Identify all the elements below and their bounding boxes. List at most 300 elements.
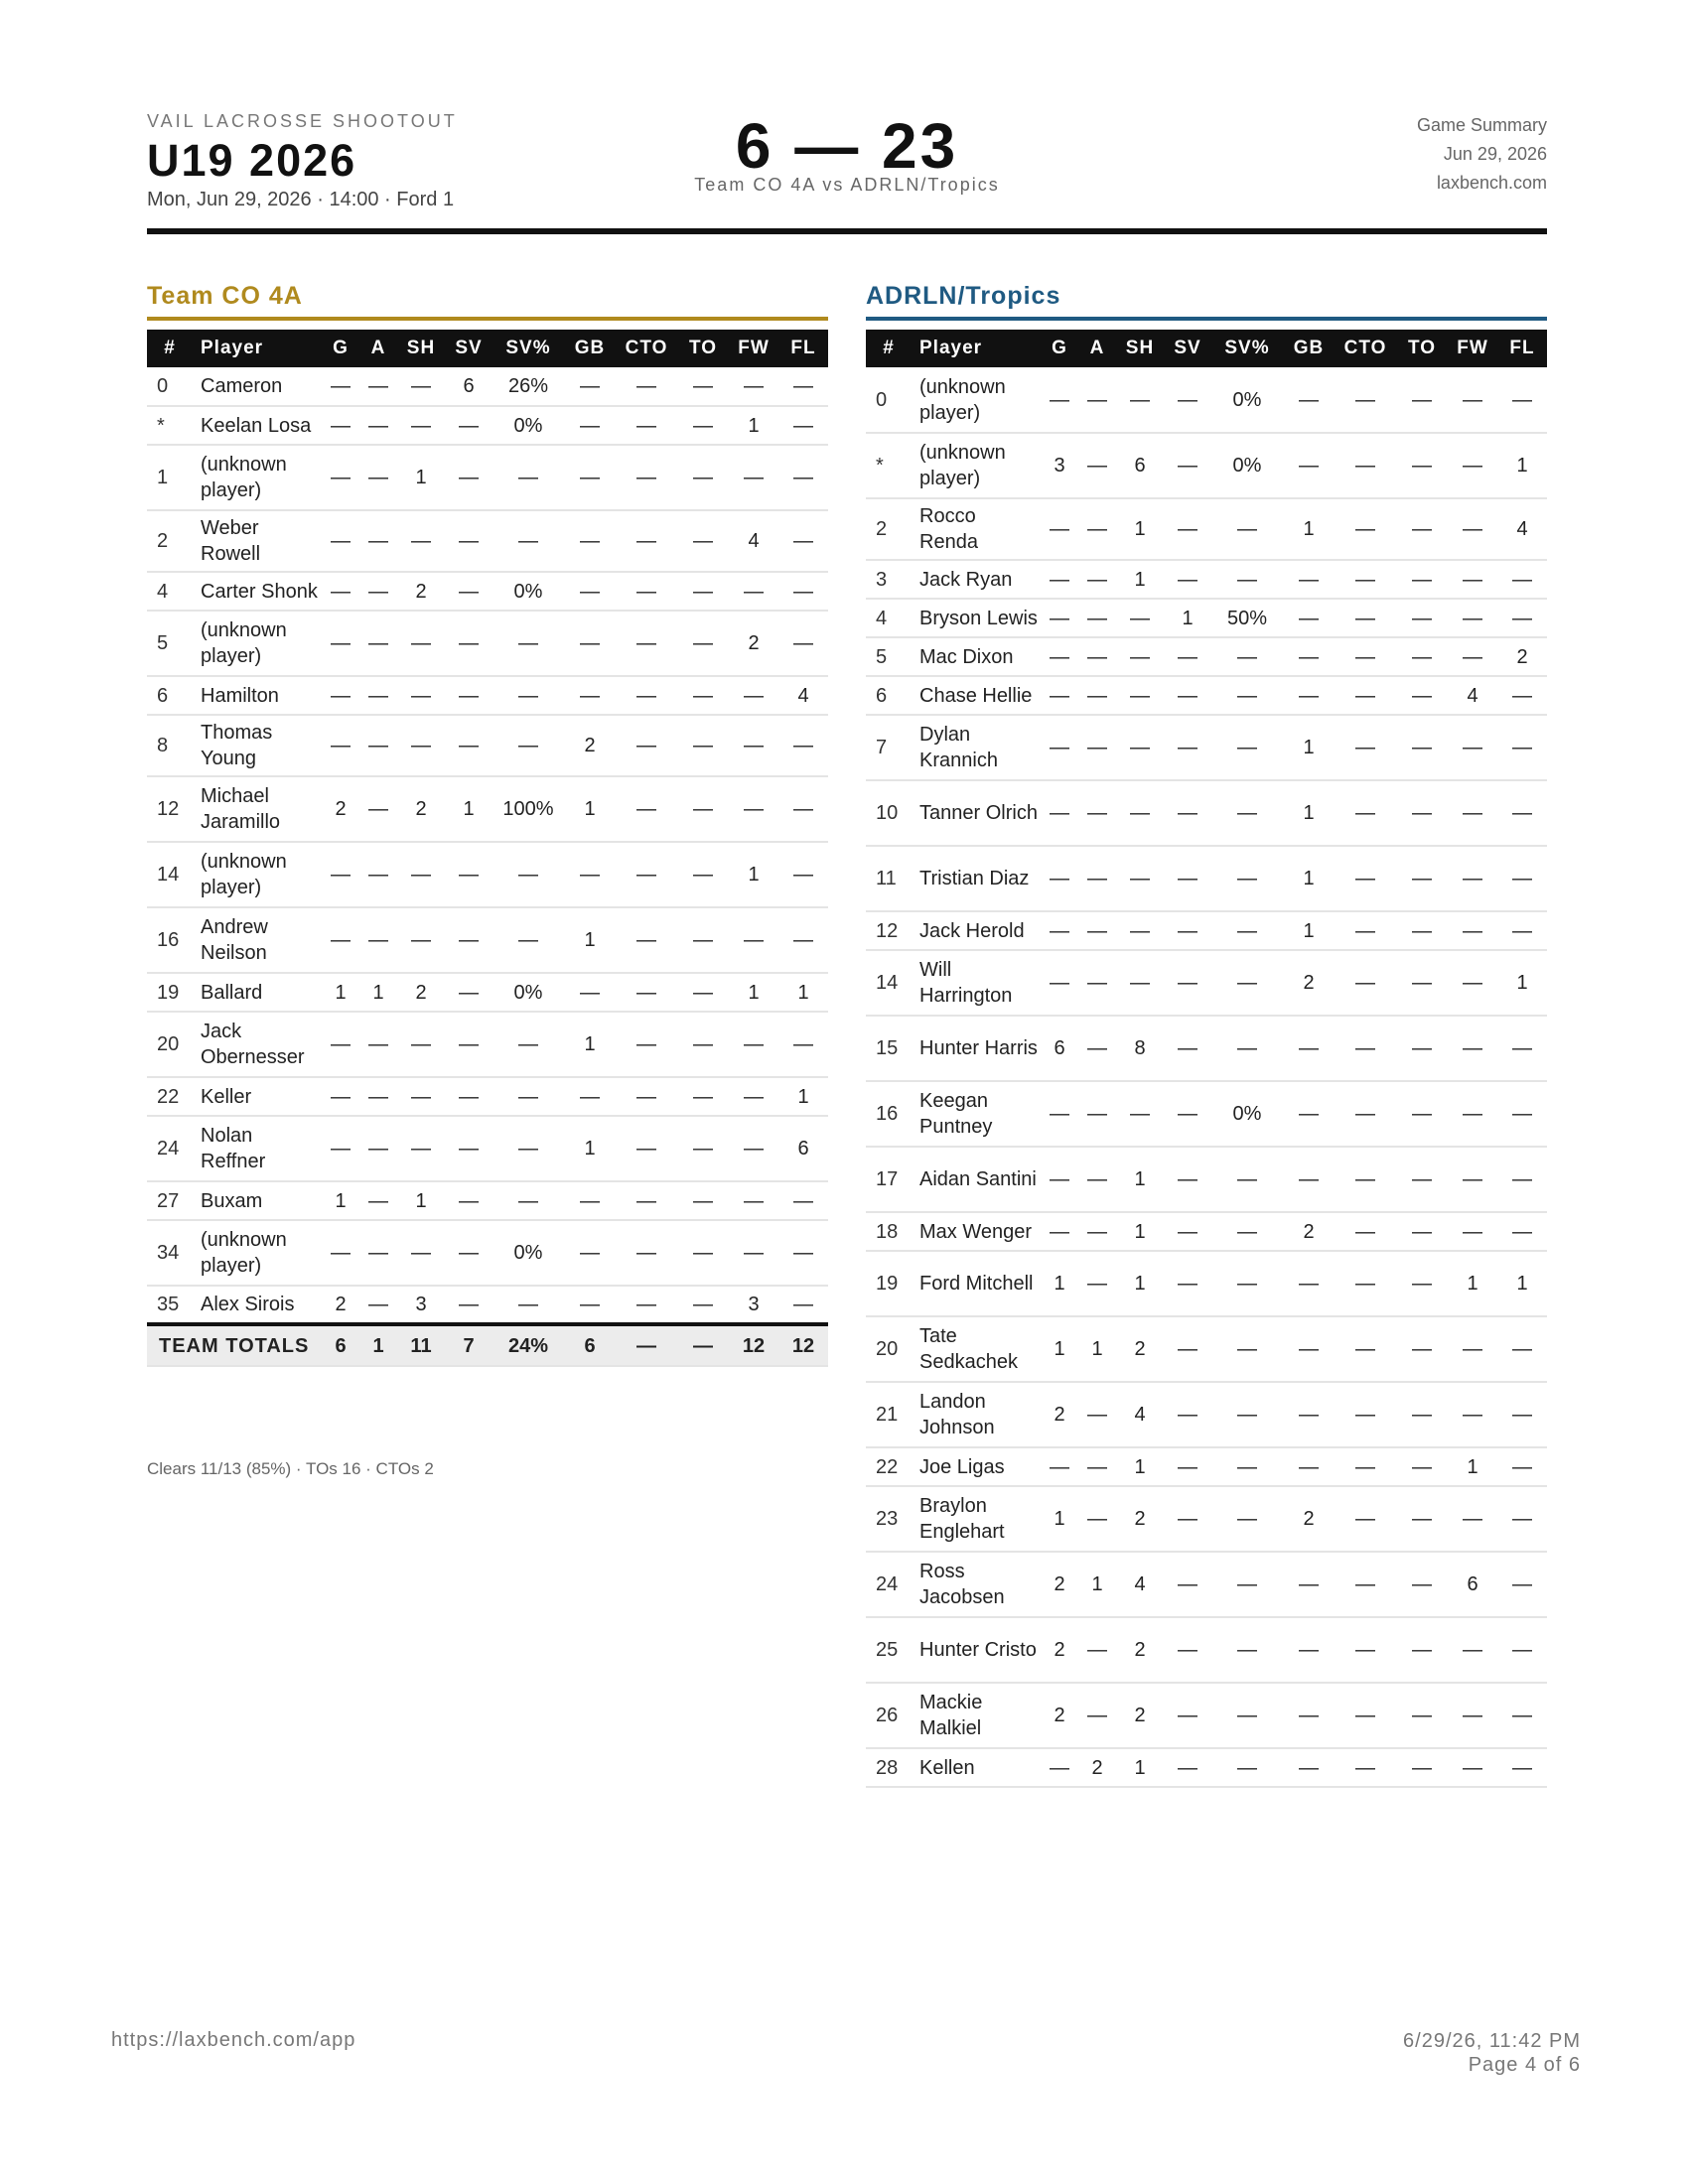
stat-cell: — [677, 973, 729, 1012]
stat-cell: — [1396, 950, 1448, 1016]
stat-cell: — [1396, 780, 1448, 846]
stat-cell: — [1211, 1683, 1283, 1748]
stat-cell: — [492, 907, 564, 973]
stat-cell: — [564, 406, 616, 445]
stat-cell: — [616, 1286, 677, 1324]
stat-cell: — [1497, 1486, 1547, 1552]
away-team-title: ADRLN/Tropics [866, 282, 1547, 321]
player-name: Will Harrington [912, 950, 1041, 1016]
player-name: (unknown player) [193, 445, 322, 510]
stat-cell: — [359, 776, 397, 842]
column-header-sv: SV [445, 330, 492, 367]
stat-cell: — [1448, 1081, 1497, 1147]
total-cell: — [677, 1324, 729, 1366]
column-header-g: G [1041, 330, 1078, 367]
stat-cell: — [1497, 1081, 1547, 1147]
site-name: laxbench.com [1436, 173, 1547, 193]
stat-cell: — [445, 406, 492, 445]
stat-cell: — [729, 367, 778, 406]
player-row [866, 950, 1547, 1016]
stat-cell: — [359, 1077, 397, 1116]
player-row [866, 1382, 1547, 1447]
player-number: 19 [147, 973, 193, 1012]
stat-cell: — [322, 907, 359, 973]
player-number: 4 [147, 572, 193, 611]
player-row [147, 1116, 828, 1181]
stat-cell: — [1116, 676, 1164, 715]
stat-cell: 6 [1116, 433, 1164, 498]
stat-cell: — [1041, 1147, 1078, 1212]
stat-cell: — [322, 842, 359, 907]
stat-cell: — [445, 842, 492, 907]
player-name: Bryson Lewis [912, 599, 1041, 637]
stat-cell: — [1078, 780, 1116, 846]
stat-cell: — [1497, 676, 1547, 715]
stat-cell: 1 [1497, 1251, 1547, 1316]
stat-cell: 4 [1448, 676, 1497, 715]
printed-timestamp: 6/29/26, 11:42 PM [1403, 2030, 1581, 2052]
column-header-gb: GB [564, 330, 616, 367]
stat-cell: 0% [492, 973, 564, 1012]
stat-cell: — [677, 1181, 729, 1220]
stat-cell: — [322, 611, 359, 676]
player-name: Ballard [193, 973, 322, 1012]
stat-cell: 1 [445, 776, 492, 842]
stat-cell: — [1164, 637, 1211, 676]
stat-cell: — [397, 907, 445, 973]
column-header-sh: SH [1116, 330, 1164, 367]
stat-cell: — [359, 611, 397, 676]
stat-cell: 1 [1283, 911, 1335, 950]
away-stats-table [866, 330, 1547, 1788]
stat-cell: — [322, 1077, 359, 1116]
stat-cell: — [1116, 780, 1164, 846]
player-number: 8 [147, 715, 193, 776]
stat-cell: — [677, 406, 729, 445]
stat-cell: — [564, 445, 616, 510]
stat-cell: — [1164, 1486, 1211, 1552]
division-title: U19 2026 [147, 135, 357, 186]
stat-cell: 3 [1041, 433, 1078, 498]
stat-cell: — [1497, 1748, 1547, 1787]
stat-cell: — [445, 1286, 492, 1324]
stat-cell: — [445, 1077, 492, 1116]
stat-cell: 6 [445, 367, 492, 406]
stat-cell: — [616, 445, 677, 510]
stat-cell: 1 [778, 973, 828, 1012]
stat-cell: — [1164, 1748, 1211, 1787]
stat-cell: — [1448, 1683, 1497, 1748]
player-number: * [866, 433, 912, 498]
stat-cell: — [445, 715, 492, 776]
player-number: 1 [147, 445, 193, 510]
stat-cell: — [1396, 1382, 1448, 1447]
stat-cell: — [1396, 1147, 1448, 1212]
document-meta [1417, 111, 1547, 198]
stat-cell: — [616, 842, 677, 907]
player-name: Mac Dixon [912, 637, 1041, 676]
stat-cell: — [1164, 1552, 1211, 1617]
stat-cell: — [778, 1012, 828, 1077]
stat-cell: — [778, 611, 828, 676]
player-number: 28 [866, 1748, 912, 1787]
stat-cell: — [1283, 1683, 1335, 1748]
stat-cell: — [1078, 1212, 1116, 1251]
stat-cell: — [1396, 1447, 1448, 1486]
stat-cell: — [1078, 367, 1116, 433]
column-header-fl: FL [778, 330, 828, 367]
stat-cell: 2 [322, 776, 359, 842]
stat-cell: — [1164, 498, 1211, 560]
player-name: (unknown player) [912, 433, 1041, 498]
stat-cell: — [778, 715, 828, 776]
stat-cell: — [1335, 1617, 1396, 1683]
home-header-row [147, 330, 828, 367]
home-clears-summary: Clears 11/13 (85%) · TOs 16 · CTOs 2 [147, 1459, 434, 1478]
stat-cell: — [1164, 1251, 1211, 1316]
stat-cell: 1 [729, 973, 778, 1012]
stat-cell: — [1497, 1147, 1547, 1212]
stat-cell: — [564, 1181, 616, 1220]
stat-cell: — [1078, 846, 1116, 911]
home-stats-table [147, 330, 828, 1367]
player-row [147, 715, 828, 776]
header-divider [147, 228, 1547, 234]
stat-cell: — [778, 367, 828, 406]
player-name: Tristian Diaz [912, 846, 1041, 911]
player-row [866, 846, 1547, 911]
player-name: Alex Sirois [193, 1286, 322, 1324]
stat-cell: 2 [1078, 1748, 1116, 1787]
stat-cell: 1 [564, 907, 616, 973]
player-name: Hunter Harris [912, 1016, 1041, 1081]
stat-cell: — [677, 611, 729, 676]
stat-cell: — [1283, 1081, 1335, 1147]
player-number: 17 [866, 1147, 912, 1212]
stat-cell: — [1078, 911, 1116, 950]
stat-cell: — [778, 776, 828, 842]
player-row [866, 911, 1547, 950]
stat-cell: — [1164, 433, 1211, 498]
document-type: Game Summary [1416, 115, 1547, 135]
home-team-title: Team CO 4A [147, 282, 828, 321]
stat-cell: — [1211, 1147, 1283, 1212]
player-number: 34 [147, 1220, 193, 1286]
stat-cell: — [492, 611, 564, 676]
stat-cell: — [1078, 1683, 1116, 1748]
stat-cell: — [1448, 846, 1497, 911]
stat-cell: — [616, 1077, 677, 1116]
player-row [147, 510, 828, 572]
stat-cell: — [677, 842, 729, 907]
player-name: Thomas Young [193, 715, 322, 776]
stat-cell: — [1448, 367, 1497, 433]
stat-cell: — [778, 510, 828, 572]
stat-cell: 1 [1041, 1486, 1078, 1552]
report-header [147, 109, 1547, 228]
stat-cell: — [1164, 1081, 1211, 1147]
stat-cell: — [1448, 637, 1497, 676]
stat-cell: — [1164, 1016, 1211, 1081]
player-name: Chase Hellie [912, 676, 1041, 715]
stat-cell: — [778, 572, 828, 611]
stat-cell: 2 [1116, 1316, 1164, 1382]
stat-cell: — [1283, 1382, 1335, 1447]
player-row [866, 1447, 1547, 1486]
stat-cell: — [1211, 1016, 1283, 1081]
stat-cell: 1 [1078, 1316, 1116, 1382]
stat-cell: — [1396, 1016, 1448, 1081]
stat-cell: — [1041, 676, 1078, 715]
stat-cell: — [1283, 560, 1335, 599]
stat-cell: — [1497, 1683, 1547, 1748]
stat-cell: 1 [397, 445, 445, 510]
stat-cell: — [1116, 715, 1164, 780]
player-name: Ross Jacobsen [912, 1552, 1041, 1617]
player-row [866, 1147, 1547, 1212]
player-number: 14 [866, 950, 912, 1016]
stat-cell: — [359, 510, 397, 572]
stat-cell: — [1041, 367, 1078, 433]
column-header-fl: FL [1497, 330, 1547, 367]
player-name: Weber Rowell [193, 510, 322, 572]
stat-cell: — [1211, 498, 1283, 560]
player-row [147, 776, 828, 842]
stat-cell: — [322, 367, 359, 406]
stat-cell: — [1497, 715, 1547, 780]
stat-cell: — [322, 572, 359, 611]
player-row [866, 1316, 1547, 1382]
stat-cell: — [1497, 1212, 1547, 1251]
player-number: 0 [147, 367, 193, 406]
stat-cell: — [1335, 1251, 1396, 1316]
stat-cell: — [1078, 637, 1116, 676]
stat-cell: — [1335, 846, 1396, 911]
stat-cell: — [492, 842, 564, 907]
stat-cell: — [1497, 1016, 1547, 1081]
stat-cell: — [677, 445, 729, 510]
stat-cell: — [1335, 715, 1396, 780]
player-row [866, 1016, 1547, 1081]
stat-cell: — [1078, 1016, 1116, 1081]
stat-cell: — [1164, 1617, 1211, 1683]
stat-cell: 3 [729, 1286, 778, 1324]
player-row [866, 676, 1547, 715]
stat-cell: 1 [1283, 715, 1335, 780]
stat-cell: — [1448, 1316, 1497, 1382]
column-header-g: G [322, 330, 359, 367]
stat-cell: — [564, 367, 616, 406]
stat-cell: — [1211, 676, 1283, 715]
stat-cell: — [1164, 715, 1211, 780]
stat-cell: — [1335, 911, 1396, 950]
player-name: Hunter Cristo [912, 1617, 1041, 1683]
stat-cell: — [1283, 1316, 1335, 1382]
footer-info [1403, 2029, 1581, 2077]
stat-cell: — [445, 1220, 492, 1286]
stat-cell: — [445, 907, 492, 973]
stat-cell: 0% [492, 406, 564, 445]
stat-cell: 1 [1164, 599, 1211, 637]
player-name: Ford Mitchell [912, 1251, 1041, 1316]
player-name: Landon Johnson [912, 1382, 1041, 1447]
stat-cell: — [359, 1220, 397, 1286]
stat-cell: — [1211, 911, 1283, 950]
stat-cell: — [616, 1116, 677, 1181]
stat-cell: 1 [729, 842, 778, 907]
stat-cell: — [1396, 1617, 1448, 1683]
document-date: Jun 29, 2026 [1443, 144, 1547, 164]
stat-cell: — [564, 842, 616, 907]
stat-cell: — [1396, 1251, 1448, 1316]
stat-cell: — [1283, 1016, 1335, 1081]
stat-cell: — [1396, 1212, 1448, 1251]
stat-cell: 1 [1283, 846, 1335, 911]
stat-cell: — [677, 367, 729, 406]
stat-cell: — [1448, 715, 1497, 780]
player-number: 22 [866, 1447, 912, 1486]
stat-cell: — [1116, 846, 1164, 911]
total-cell: 11 [397, 1324, 445, 1366]
player-row [147, 1012, 828, 1077]
stat-cell: — [1497, 1316, 1547, 1382]
player-row [147, 1220, 828, 1286]
stat-cell: — [1164, 950, 1211, 1016]
stat-cell: — [677, 1012, 729, 1077]
player-row [866, 1617, 1547, 1683]
stat-cell: 1 [1283, 780, 1335, 846]
final-score: 6 — 23 [735, 110, 959, 182]
stat-cell: 2 [1283, 950, 1335, 1016]
stat-cell: — [322, 1220, 359, 1286]
stat-cell: — [616, 907, 677, 973]
stat-cell: — [397, 676, 445, 715]
stat-cell: 3 [397, 1286, 445, 1324]
stat-cell: — [322, 445, 359, 510]
stat-cell: — [1116, 599, 1164, 637]
stat-cell: — [677, 776, 729, 842]
stat-cell: — [778, 907, 828, 973]
player-row [866, 1552, 1547, 1617]
player-row [866, 1748, 1547, 1787]
player-row [866, 780, 1547, 846]
player-name: Jack Herold [912, 911, 1041, 950]
player-row [147, 1181, 828, 1220]
team-totals-label: TEAM TOTALS [147, 1324, 322, 1366]
stat-cell: — [1396, 911, 1448, 950]
player-number: * [147, 406, 193, 445]
player-number: 26 [866, 1683, 912, 1748]
stat-cell: 1 [564, 776, 616, 842]
stat-cell: — [1448, 1748, 1497, 1787]
stat-cell: — [445, 611, 492, 676]
total-cell: 1 [359, 1324, 397, 1366]
stat-cell: — [1283, 637, 1335, 676]
player-number: 27 [147, 1181, 193, 1220]
stat-cell: — [492, 510, 564, 572]
column-header-to: TO [1396, 330, 1448, 367]
stat-cell: — [1335, 1486, 1396, 1552]
column-header-sv: SV% [492, 330, 564, 367]
stat-cell: — [778, 406, 828, 445]
stat-cell: — [1164, 911, 1211, 950]
stat-cell: 1 [1116, 1212, 1164, 1251]
stat-cell: — [564, 611, 616, 676]
stat-cell: — [564, 676, 616, 715]
stat-cell: — [1211, 950, 1283, 1016]
stat-cell: 1 [564, 1116, 616, 1181]
stat-cell: — [1448, 498, 1497, 560]
stat-cell: — [677, 1220, 729, 1286]
stat-cell: — [1078, 1251, 1116, 1316]
stat-cell: — [397, 367, 445, 406]
player-number: 11 [866, 846, 912, 911]
player-name: (unknown player) [912, 367, 1041, 433]
stat-cell: — [1335, 676, 1396, 715]
stat-cell: — [492, 1181, 564, 1220]
stat-cell: — [616, 676, 677, 715]
player-number: 2 [147, 510, 193, 572]
stat-cell: — [445, 1181, 492, 1220]
stat-cell: — [778, 445, 828, 510]
stat-cell: — [1164, 560, 1211, 599]
total-cell: 24% [492, 1324, 564, 1366]
stat-cell: — [616, 1220, 677, 1286]
stat-cell: — [1396, 676, 1448, 715]
stat-cell: — [1335, 1748, 1396, 1787]
stat-cell: — [445, 1116, 492, 1181]
stat-cell: 1 [1116, 1251, 1164, 1316]
column-header-sv: SV% [1211, 330, 1283, 367]
stat-cell: — [1448, 1147, 1497, 1212]
stat-cell: — [1396, 846, 1448, 911]
player-name: Nolan Reffner [193, 1116, 322, 1181]
stat-cell: — [1396, 367, 1448, 433]
stat-cell: 1 [1116, 1147, 1164, 1212]
column-header-player: Player [193, 330, 322, 367]
player-number: 25 [866, 1617, 912, 1683]
player-name: (unknown player) [193, 842, 322, 907]
player-row [866, 433, 1547, 498]
stat-cell: 4 [1116, 1382, 1164, 1447]
stat-cell: — [1283, 599, 1335, 637]
stat-cell: — [492, 1012, 564, 1077]
stat-cell: — [1497, 367, 1547, 433]
player-row [866, 1212, 1547, 1251]
stat-cell: — [729, 676, 778, 715]
total-cell: 6 [564, 1324, 616, 1366]
stat-cell: 1 [778, 1077, 828, 1116]
stat-cell: 0% [1211, 433, 1283, 498]
column-header-cto: CTO [1335, 330, 1396, 367]
stat-cell: 1 [1041, 1251, 1078, 1316]
player-number: 10 [866, 780, 912, 846]
player-row [147, 406, 828, 445]
stat-cell: — [1283, 1147, 1335, 1212]
player-name: Andrew Neilson [193, 907, 322, 973]
stat-cell: — [1396, 599, 1448, 637]
player-row [147, 676, 828, 715]
stat-cell: — [677, 510, 729, 572]
stat-cell: — [1283, 1447, 1335, 1486]
player-row [147, 842, 828, 907]
stat-cell: — [1335, 1212, 1396, 1251]
stat-cell: — [1211, 1486, 1283, 1552]
stat-cell: 2 [1041, 1617, 1078, 1683]
stat-cell: — [677, 1116, 729, 1181]
footer-url[interactable]: https://laxbench.com/app [111, 2029, 356, 2051]
stat-cell: — [492, 676, 564, 715]
